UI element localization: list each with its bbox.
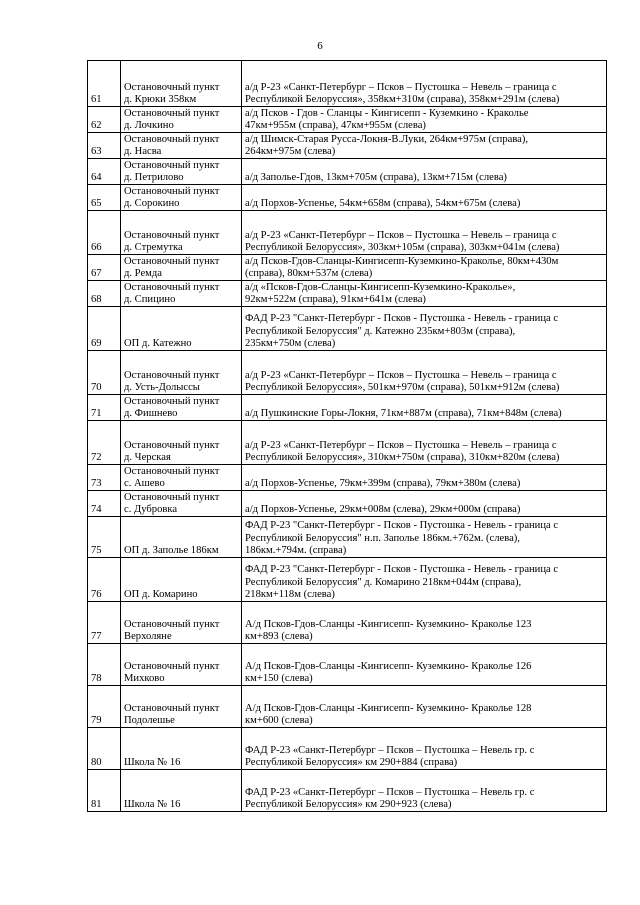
row-number: 69	[88, 307, 121, 351]
row-number: 61	[88, 61, 121, 107]
stop-name: Школа № 16	[124, 756, 181, 768]
road-location: а/д Заполье-Гдов, 13км+705м (справа), 13км+715м (слева)	[245, 171, 507, 183]
stop-name: ОП д. Комарино	[124, 588, 198, 600]
table-row	[88, 465, 607, 491]
road-location: а/д Шимск-Старая Русса-Локня-В.Луки, 264км+975м (справа), 264км+975м (слева)	[245, 133, 529, 157]
road-location: а/д Р-23 «Санкт-Петербург – Псков – Пустошка – Невель – граница с Республикой Белоруссия», 358км+310м (справа), 358км+291м (слева)	[245, 81, 560, 105]
road-location: а/д Псков - Гдов - Сланцы - Кингисепп - Куземкино - Краколье 47км+955м (справа), 47км+955м (слева)	[245, 107, 529, 131]
table-row	[88, 185, 607, 211]
row-number: 78	[88, 644, 121, 686]
row-number: 74	[88, 491, 121, 517]
stop-name: Остановочный пункт д. Черская	[124, 439, 220, 463]
table-row	[88, 351, 607, 395]
road-location: а/д Порхов-Успенье, 79км+399м (справа), 79км+380м (слева)	[245, 477, 521, 489]
row-number: 65	[88, 185, 121, 211]
stop-name: Остановочный пункт д. Усть-Долыссы	[124, 369, 220, 393]
road-location: а/д Псков-Гдов-Сланцы-Кингисепп-Кузeмкино-Краколье, 80км+430м (справа), 80км+537м (слева)	[245, 255, 559, 279]
row-number: 68	[88, 281, 121, 307]
stop-name: Остановочный пункт Верхоляне	[124, 618, 220, 642]
row-number: 71	[88, 395, 121, 421]
table-row	[88, 491, 607, 517]
stop-name: ОП д. Заполье 186км	[124, 544, 219, 556]
table-row	[88, 159, 607, 185]
row-number: 67	[88, 255, 121, 281]
table-row	[88, 558, 607, 602]
stop-name: Остановочный пункт с. Дубровка	[124, 491, 220, 515]
row-number: 62	[88, 107, 121, 133]
table-row	[88, 307, 607, 351]
road-location: а/д Р-23 «Санкт-Петербург – Псков – Пустошка – Невель – граница с Республикой Белоруссия», 310км+750м (справа), 310км+820м (слева)	[245, 439, 560, 463]
table-row	[88, 728, 607, 770]
row-number: 66	[88, 211, 121, 255]
table-row	[88, 61, 607, 107]
row-number: 75	[88, 517, 121, 558]
row-number: 63	[88, 133, 121, 159]
road-location: ФАД Р-23 «Санкт-Петербург – Псков – Пустошка – Невель гр. с Республикой Белоруссия» км 290+923 (слева)	[245, 786, 535, 810]
stop-name: Остановочный пункт д. Фишнево	[124, 395, 220, 419]
road-location: ФАД Р-23 "Санкт-Петербург - Псков - Пустошка - Невель - граница с Республикой Белоруссия" д. Катежно 235км+803м (справа), 235км+750м (слева)	[245, 313, 559, 349]
row-number: 72	[88, 421, 121, 465]
row-number: 64	[88, 159, 121, 185]
table-row	[88, 255, 607, 281]
road-location: а/д Порхов-Успенье, 54км+658м (справа), 54км+675м (слева)	[245, 197, 521, 209]
road-location: А/д Псков-Гдов-Сланцы -Кингисепп- Кузeмкино- Краколье 128 км+600 (слева)	[245, 702, 532, 726]
stop-name: Остановочный пункт д. Лочкино	[124, 107, 220, 131]
road-location: а/д «Псков-Гдов-Сланцы-Кингисепп-Кузeмкино-Краколье», 92км+522м (справа), 91км+641м (слева)	[245, 281, 516, 305]
table-row	[88, 644, 607, 686]
road-location: А/д Псков-Гдов-Сланцы -Кингисепп- Кузeмкино- Краколье 126 км+150 (слева)	[245, 660, 532, 684]
row-number: 70	[88, 351, 121, 395]
stop-name: Остановочный пункт Михково	[124, 660, 220, 684]
road-location: а/д Порхов-Успенье, 29км+008м (слева), 29км+000м (справа)	[245, 503, 521, 515]
row-number: 81	[88, 770, 121, 812]
row-number: 79	[88, 686, 121, 728]
row-number: 77	[88, 602, 121, 644]
stop-name: Остановочный пункт д. Крюки 358км	[124, 81, 220, 105]
stop-name: Остановочный пункт д. Петрилово	[124, 159, 220, 183]
stop-name: Остановочный пункт д. Сорокино	[124, 185, 220, 209]
stop-name: Остановочный пункт д. Насва	[124, 133, 220, 157]
table-row	[88, 686, 607, 728]
stop-name: Остановочный пункт д. Ремда	[124, 255, 220, 279]
table-row	[88, 133, 607, 159]
table-row	[88, 602, 607, 644]
row-number: 76	[88, 558, 121, 602]
table-row	[88, 770, 607, 812]
stop-name: ОП д. Катежно	[124, 337, 192, 349]
table-row	[88, 421, 607, 465]
table-row	[88, 281, 607, 307]
row-number: 80	[88, 728, 121, 770]
stop-name: Остановочный пункт д. Стремутка	[124, 229, 220, 253]
stop-name: Остановочный пункт с. Ашево	[124, 465, 220, 489]
road-location: а/д Р-23 «Санкт-Петербург – Псков – Пустошка – Невель – граница с Республикой Белоруссия», 501км+970м (справа), 501км+912м (слева)	[245, 369, 560, 393]
road-location: ФАД Р-23 «Санкт-Петербург – Псков – Пустошка – Невель гр. с Республикой Белоруссия» км 290+884 (справа)	[245, 744, 535, 768]
road-location: а/д Пушкинские Горы-Локня, 71км+887м (справа), 71км+848м (слева)	[245, 407, 562, 419]
road-location: А/д Псков-Гдов-Сланцы -Кингисепп- Кузeмкино- Краколье 123 км+893 (слева)	[245, 618, 532, 642]
page-number: 6	[317, 40, 323, 52]
row-number: 73	[88, 465, 121, 491]
table-row	[88, 211, 607, 255]
stop-name: Школа № 16	[124, 798, 181, 810]
stop-name: Остановочный пункт д. Спицино	[124, 281, 220, 305]
stop-name: Остановочный пункт Подолешье	[124, 702, 220, 726]
table-row	[88, 395, 607, 421]
road-location: ФАД Р-23 "Санкт-Петербург - Псков - Пустошка - Невель - граница с Республикой Белоруссия" д. Комарино 218км+044м (справа), 218км+118м (слева)	[245, 564, 559, 600]
road-location: ФАД Р-23 "Санкт-Петербург - Псков - Пустошка - Невель - граница с Республикой Белоруссия" н.п. Заполье 186км.+762м. (слева), 186км.+794м. (справа)	[245, 520, 559, 556]
table-row	[88, 107, 607, 133]
bus-stop-table	[87, 60, 607, 812]
road-location: а/д Р-23 «Санкт-Петербург – Псков – Пустошка – Невель – граница с Республикой Белоруссия», 303км+105м (справа), 303км+041м (слева)	[245, 229, 560, 253]
table-row	[88, 517, 607, 558]
